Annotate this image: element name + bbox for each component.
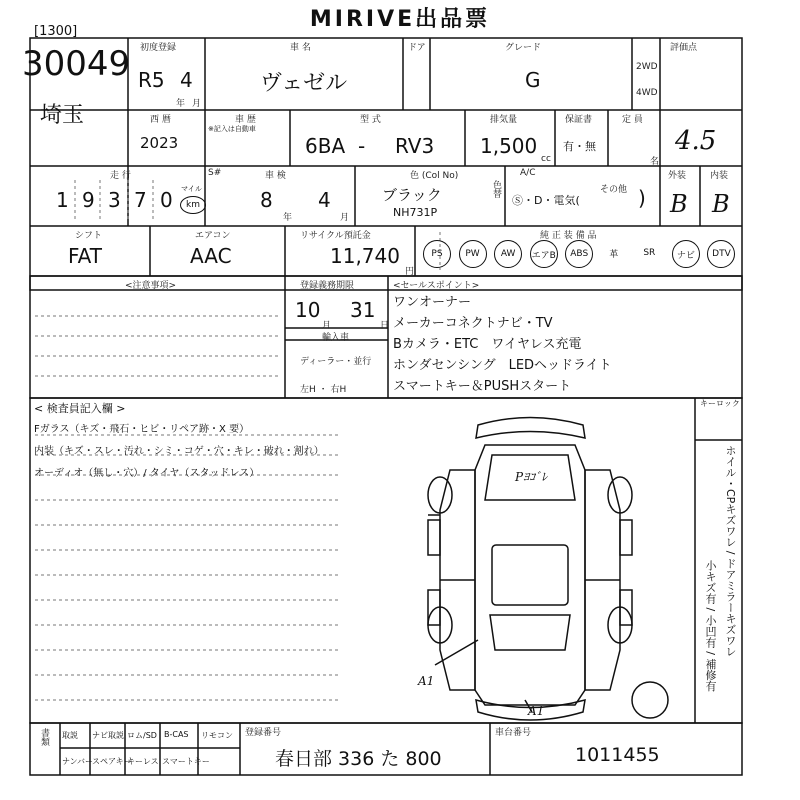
car-name: ヴェゼル xyxy=(260,71,348,96)
mileage-digit: 1 xyxy=(56,188,69,212)
western-year: 2023 xyxy=(140,134,179,152)
region-name: 埼玉 xyxy=(40,103,85,128)
form-title: MIRIVE出品票 xyxy=(309,6,491,32)
plate-number: 春日部 336 た 800 xyxy=(275,748,442,770)
inspector-header: < 検査員記入欄 > xyxy=(34,402,126,415)
inspection-line: Fガラス（キズ・飛石・ヒビ・リペア跡・X 要） xyxy=(34,424,250,435)
doc-col-top: ナビ取説 xyxy=(92,731,124,740)
door-label: ドア xyxy=(408,43,426,53)
key-lock-label: キーロック xyxy=(700,399,740,408)
mileage-digit: 9 xyxy=(82,188,95,212)
lot-prefix: [1300] xyxy=(34,24,78,39)
drive-2wd: 2WD xyxy=(636,62,658,72)
sales-point: Bカメラ・ETC ワイヤレス充電 xyxy=(393,337,582,352)
deadline-month: 10 xyxy=(295,298,321,322)
equipment-item: ナビ xyxy=(672,240,700,268)
sales-point: ホンダセンシング LEDヘッドライト xyxy=(393,358,612,373)
equipment-item: SR xyxy=(643,248,656,258)
month-unit: 月 xyxy=(322,321,332,331)
equipment-item: 革 xyxy=(609,249,619,260)
recycle-label: リサイクル預託金 xyxy=(300,231,371,241)
deadline-day: 31 xyxy=(350,298,376,322)
warranty-label: 保証書 xyxy=(565,115,593,125)
drive-4wd: 4WD xyxy=(636,88,658,98)
history-note: ※記入は自動車 xyxy=(208,125,256,133)
ac-label: A/C xyxy=(520,168,536,178)
displacement-value: 1,500 xyxy=(480,134,538,158)
yen-unit: 円 xyxy=(405,267,415,277)
aircon-value: AAC xyxy=(190,244,232,268)
equipment-row xyxy=(420,240,740,270)
sales-points xyxy=(393,292,612,397)
docs-label: 書類 xyxy=(39,728,49,746)
inspection-month: 4 xyxy=(318,188,331,212)
equipment-item: PS xyxy=(423,240,451,268)
history-label: 車 歴 xyxy=(235,115,256,125)
sales-label: <セールスポイント> xyxy=(393,281,480,291)
lot-number: 30049 xyxy=(22,44,131,84)
km-unit-circled: km xyxy=(180,196,206,214)
aircon-label: エアコン xyxy=(195,231,231,241)
inspection-line: 内装（キズ・スレ・汚れ・シミ・コゲ・穴・キレ・破れ・割れ） xyxy=(34,446,324,457)
registration-era: R5 xyxy=(138,68,165,92)
equipment-label: 純 正 装 備 品 xyxy=(540,231,597,241)
equipment-item: ABS xyxy=(565,240,593,268)
side-legend-2: 小キズ有 / 小凹有 / 補修有 xyxy=(704,560,717,692)
color-label: 色 (Col No) xyxy=(410,171,459,181)
month-unit: 月 xyxy=(192,99,202,109)
grade-label: グレード xyxy=(505,43,542,53)
doc-col-bottom: キーレス xyxy=(127,757,159,766)
model-prefix: 6BA xyxy=(305,134,346,158)
month-unit: 月 xyxy=(340,213,350,223)
mileage-digit: 7 xyxy=(134,188,147,212)
equipment-item: PW xyxy=(459,240,487,268)
sales-point: メーカーコネクトナビ・TV xyxy=(393,316,553,331)
inspection-year: 8 xyxy=(260,188,273,212)
interior-label: 内装 xyxy=(710,171,729,181)
inspection-line: オーディオ（無し・穴）/ タイヤ（スタッドレス） xyxy=(34,468,260,479)
equipment-item: AW xyxy=(494,240,522,268)
shift-value: FAT xyxy=(68,244,103,268)
western-year-label: 西 暦 xyxy=(150,115,171,125)
model-label: 型 式 xyxy=(360,115,381,125)
ac-close: ) xyxy=(638,186,646,210)
grade-value: G xyxy=(525,68,541,92)
mileage-digit: 3 xyxy=(108,188,121,212)
dealer-label: ディーラー・並行 xyxy=(300,357,372,367)
model-dash: - xyxy=(358,134,366,158)
model-code: RV3 xyxy=(395,134,435,158)
cc-unit: cc xyxy=(541,154,551,164)
registration-label: 初度登録 xyxy=(140,43,177,53)
ac-options: Ⓢ・D・電気( xyxy=(512,194,580,207)
registration-month: 4 xyxy=(180,68,193,92)
notice-label: <注意事項> xyxy=(125,281,177,291)
equipment-item: DTV xyxy=(707,240,735,268)
capacity-unit: 名 xyxy=(650,157,660,167)
warranty-value: 有・無 xyxy=(563,140,596,153)
mileage-digit: 0 xyxy=(160,188,173,212)
sales-point: スマートキー＆PUSHスタート xyxy=(393,379,572,394)
score-label: 評価点 xyxy=(670,43,698,53)
mile-unit: マイル xyxy=(181,185,202,193)
doc-col-top: リモコン xyxy=(201,731,233,740)
color-change-label: 色替 xyxy=(491,180,501,198)
side-legend-1: ホイル・CPキズワレ / ドアミラーキズワレ xyxy=(724,445,737,658)
chassis-label: 車台番号 xyxy=(495,728,532,738)
doc-col-top: ロム/SD xyxy=(127,731,157,740)
plate-label: 登録番号 xyxy=(245,728,282,738)
exterior-grade: B xyxy=(670,190,688,218)
color-name: ブラック xyxy=(382,186,442,204)
inspection-label: 車 検 xyxy=(265,171,286,181)
car-diagram xyxy=(428,418,668,721)
mileage-label: 走 行 xyxy=(110,171,131,181)
shift-label: シフト xyxy=(75,231,103,241)
diagram-mark: A1 xyxy=(528,704,545,718)
capacity-label: 定 員 xyxy=(622,115,643,125)
inspection-prefix: S# xyxy=(208,168,222,178)
handle-label: 左H ・ 右H xyxy=(300,385,347,395)
exterior-label: 外装 xyxy=(668,171,687,181)
diagram-mark: A1 xyxy=(418,674,435,688)
color-code: NH731P xyxy=(393,206,438,219)
recycle-fee: 11,740 xyxy=(330,244,400,268)
doc-col-bottom: スペアキー xyxy=(92,757,132,766)
doc-col-top: 取説 xyxy=(62,731,78,740)
interior-grade: B xyxy=(712,190,730,218)
import-label: 輸入車 xyxy=(322,333,350,343)
deadline-label: 登録義務期限 xyxy=(300,281,355,291)
doc-col-top: B-CAS xyxy=(164,730,189,739)
car-name-label: 車 名 xyxy=(290,43,311,53)
year-unit: 年 xyxy=(283,213,293,223)
doc-col-bottom: ナンバー xyxy=(62,757,94,766)
score-value: 4.5 xyxy=(675,126,717,156)
ac-other-label: その他 xyxy=(600,185,628,195)
displacement-label: 排気量 xyxy=(490,115,518,125)
year-unit: 年 xyxy=(176,99,186,109)
sales-point: ワンオーナー xyxy=(393,295,472,310)
day-unit: 日 xyxy=(380,321,390,331)
diagram-mark: Pﾖｺﾞﾚ xyxy=(515,470,548,484)
doc-col-bottom: スマートキー xyxy=(162,757,210,766)
equipment-item: エアB xyxy=(530,240,558,268)
chassis-number: 1011455 xyxy=(575,744,660,766)
